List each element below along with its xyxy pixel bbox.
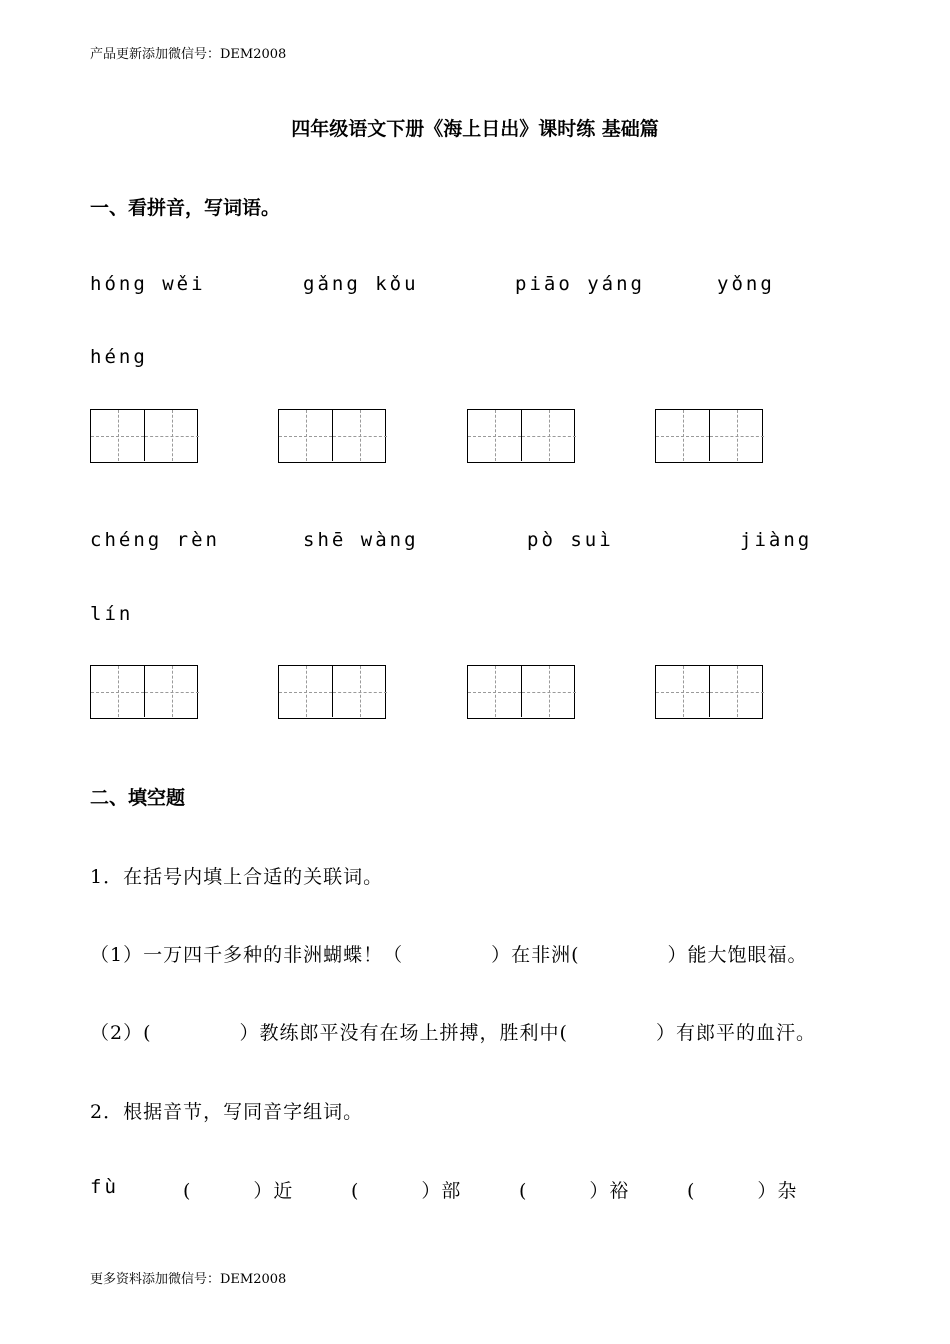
q2-blank-1-open: ( xyxy=(183,1180,192,1202)
section1-heading: 一、看拼音，写词语。 xyxy=(90,197,281,219)
pinyin-6: shē wàng xyxy=(303,529,419,551)
page-header: 产品更新添加微信号：DEM2008 xyxy=(90,47,287,62)
page-title: 四年级语文下册《海上日出》课时练 基础篇 xyxy=(291,118,659,140)
pinyin-3: piāo yáng xyxy=(515,273,645,295)
q2-blank-1[interactable] xyxy=(183,1176,293,1203)
q1-prompt: 1．在括号内填上合适的关联词。 xyxy=(90,866,384,888)
writing-grid-1[interactable] xyxy=(90,409,198,463)
q1-item2 xyxy=(90,1018,816,1045)
q2-blank-3-open: ( xyxy=(519,1180,528,1202)
writing-grid-2[interactable] xyxy=(278,409,386,463)
q1-item1-part-c: ）能大饱眼福。 xyxy=(667,944,808,966)
q2-blank-2-open: ( xyxy=(351,1180,360,1202)
q2-blank-2[interactable] xyxy=(351,1176,461,1203)
q1-item2-part-a: （2）( xyxy=(90,1022,152,1044)
q2-blank-1-close: ）近 xyxy=(253,1180,294,1202)
q2-blank-4-open: ( xyxy=(687,1180,696,1202)
writing-grid-7[interactable] xyxy=(467,665,575,719)
q2-blank-3-close: ）裕 xyxy=(589,1180,630,1202)
section2-heading: 二、填空题 xyxy=(90,787,186,809)
page-footer: 更多资料添加微信号：DEM2008 xyxy=(90,1272,287,1287)
writing-grid-3[interactable] xyxy=(467,409,575,463)
pinyin-4-wrap: héng xyxy=(90,346,148,368)
writing-grid-5[interactable] xyxy=(90,665,198,719)
q2-syllable: fù xyxy=(90,1176,119,1198)
pinyin-1: hóng wěi xyxy=(90,273,206,295)
pinyin-5: chéng rèn xyxy=(90,529,220,551)
pinyin-7: pò suì xyxy=(527,529,614,551)
writing-grid-4[interactable] xyxy=(655,409,763,463)
q1-item2-part-c: ）有郎平的血汗。 xyxy=(655,1022,816,1044)
q2-blank-4-close: ）杂 xyxy=(757,1180,798,1202)
writing-grid-6[interactable] xyxy=(278,665,386,719)
q1-item1 xyxy=(90,940,808,967)
q2-blank-4[interactable] xyxy=(687,1176,797,1203)
q1-item1-part-b: ）在非洲( xyxy=(491,944,580,966)
q1-item1-part-a: （1）一万四千多种的非洲蝴蝶！（ xyxy=(90,944,404,966)
q2-prompt: 2．根据音节，写同音字组词。 xyxy=(90,1101,364,1123)
pinyin-8-wrap: lín xyxy=(90,603,134,625)
q1-item2-part-b: ）教练郎平没有在场上拼搏，胜利中( xyxy=(239,1022,568,1044)
q2-blank-3[interactable] xyxy=(519,1176,629,1203)
writing-grid-8[interactable] xyxy=(655,665,763,719)
pinyin-2: gǎng kǒu xyxy=(303,273,419,295)
pinyin-8: jiàng xyxy=(740,529,813,551)
pinyin-4: yǒng xyxy=(717,273,775,295)
q2-blank-2-close: ）部 xyxy=(421,1180,462,1202)
